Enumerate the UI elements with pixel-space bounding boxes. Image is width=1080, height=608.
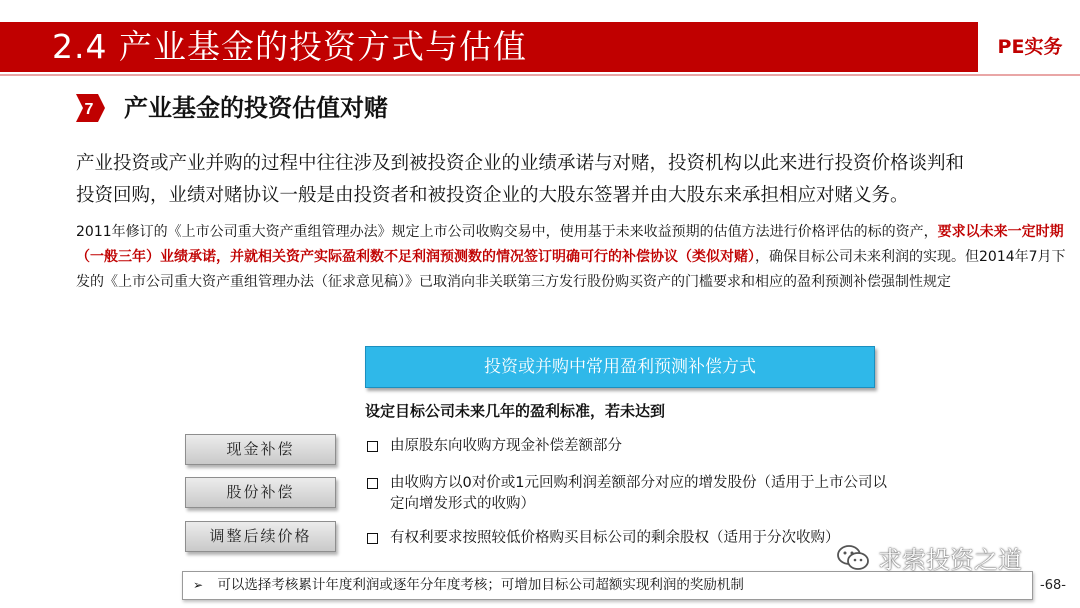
intro-line-2: 投资回购，业绩对赌协议一般是由投资者和被投资企业的大股东签署并由大股东来承担相应对赌义务。: [76, 185, 909, 206]
section-number: 7: [84, 101, 94, 118]
detail-item: [367, 473, 890, 515]
method-cash-compensation: 现金补偿: [185, 434, 336, 465]
detail-item: [367, 528, 890, 549]
regulation-note: [76, 220, 1066, 295]
detail-item: [367, 436, 890, 457]
watermark: [836, 540, 1022, 575]
header-divider: [0, 74, 1080, 76]
wechat-icon: [836, 544, 870, 572]
note-highlight: 要求以未来一定时期（一般三年）业绩承诺，并就相关资产实际盈利数不足利润预测数的情况签订明确可行的补偿协议（类似对赌）: [76, 224, 1064, 265]
note-text-1: 2011年修订的《上市公司重大资产重组管理办法》规定上市公司收购交易中，使用基于未来收益预期的估值方法进行价格评估的标的资产，: [76, 224, 938, 240]
intro-paragraph: [76, 148, 1056, 212]
compensation-methods-header: 投资或并购中常用盈利预测补偿方式: [365, 346, 875, 388]
slide-title: 2.4 产业基金的投资方式与估值: [52, 27, 527, 66]
note-text-2: ，确保目标公司未来利润的实现。但2014年7月下发的《上市公司重大资产重组管理办法（征求意见稿）》已取消向非关联第三方发行股份购买资产的门槛要求和相应的盈利预测补偿强制性规定: [76, 249, 1066, 290]
checkbox-square-icon: [367, 533, 378, 544]
detail-text: 有权利要求按照较低价格购买目标公司的剩余股权（适用于分次收购）: [390, 530, 840, 546]
condition-text: 设定目标公司未来几年的盈利标准，若未达到: [365, 402, 666, 420]
section-number-badge: [74, 92, 106, 124]
watermark-text: 求索投资之道: [878, 546, 1022, 574]
detail-text: 由原股东向收购方现金补偿差额部分: [390, 438, 622, 454]
method-price-adjustment: 调整后续价格: [185, 521, 336, 552]
page-number: -68-: [1040, 578, 1066, 593]
arrow-bullet-icon: ➢: [193, 578, 204, 592]
detail-text: 由收购方以0对价或1元回购利润差额部分对应的增发股份（适用于上市公司以定向增发形式的收购）: [390, 475, 887, 512]
footer-note: 可以选择考核累计年度利润或逐年分年度考核；可增加目标公司超额实现利润的奖励机制: [217, 577, 744, 593]
method-share-compensation: 股份补偿: [185, 477, 336, 508]
checkbox-square-icon: [367, 441, 378, 452]
section-title: 产业基金的投资估值对赌: [124, 94, 388, 122]
checkbox-square-icon: [367, 478, 378, 489]
footer-note-box: [182, 571, 1033, 600]
intro-line-1: 产业投资或产业并购的过程中往往涉及到被投资企业的业绩承诺与对赌，投资机构以此来进行投资价格谈判和: [76, 153, 965, 174]
brand-label: PE实务: [997, 36, 1063, 58]
